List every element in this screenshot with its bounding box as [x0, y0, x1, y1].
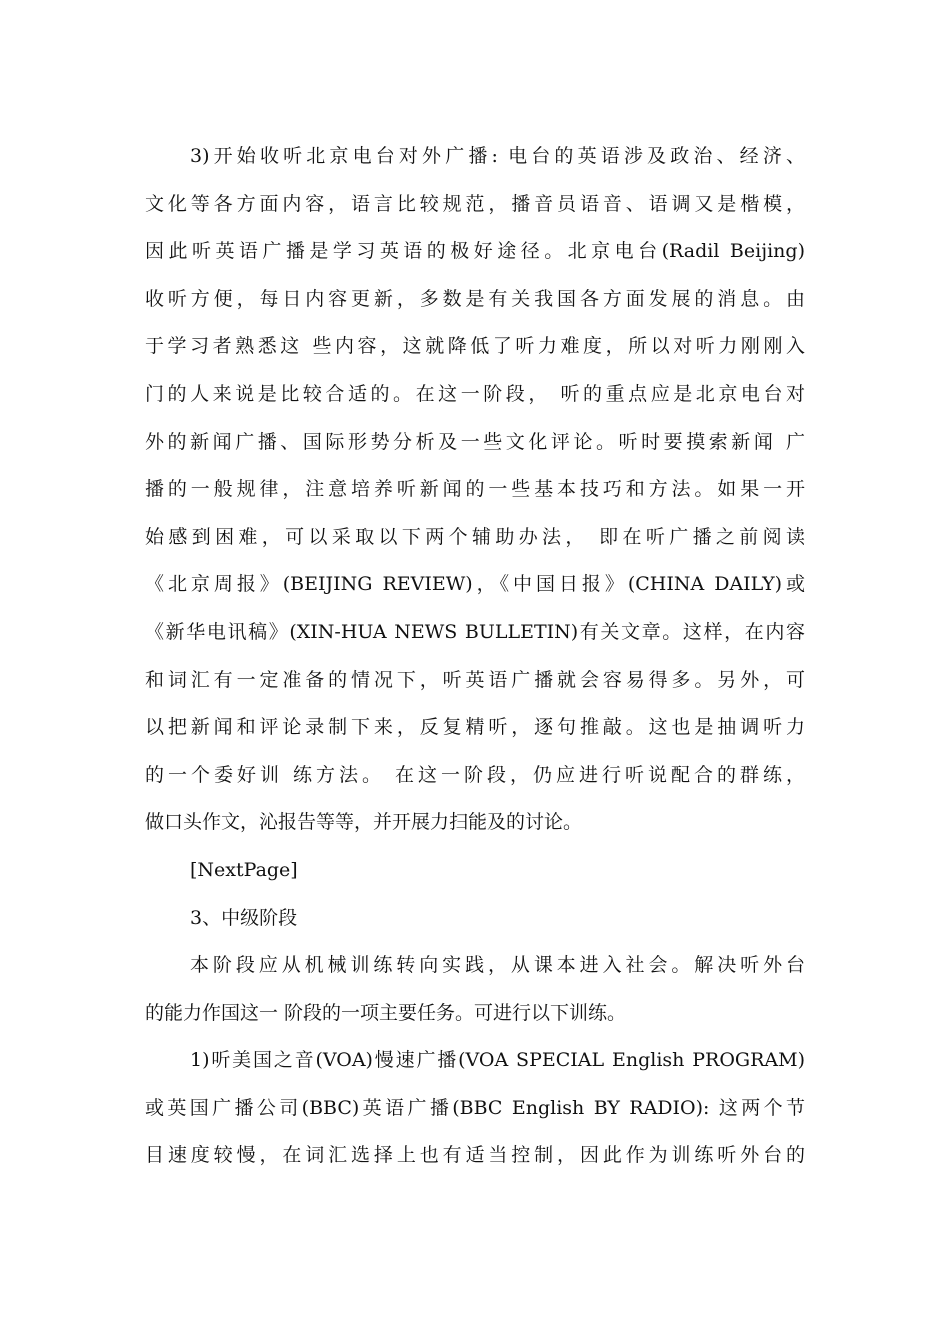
text-line: 《新华电讯稿》(XIN-HUA NEWS BULLETIN)有关文章。这样，在内容: [145, 620, 805, 643]
text-line: 门的人来说是比较合适的。在这一阶段， 听的重点应是北京电台对: [145, 382, 805, 405]
text-line: 以把新闻和评论录制下来，反复精听，逐句推敲。这也是抽调听力: [145, 716, 805, 739]
page-break-marker: [NextPage]: [190, 858, 298, 881]
text-line: 的一个委好训 练方法。 在这一阶段，仍应进行听说配合的群练，: [145, 763, 805, 786]
text-line: 或英国广播公司(BBC)英语广播(BBC English BY RADIO): 这两个节: [145, 1096, 805, 1119]
text-line: 本阶段应从机械训练转向实践，从课本进入社会。解决听外台: [190, 954, 805, 977]
text-line: 始感到困难，可以采取以下两个辅助办法， 即在听广播之前阅读: [145, 525, 805, 548]
text-line: 外的新闻广播、国际形势分析及一些文化评论。听时要摸索新闻 广: [145, 430, 805, 453]
document-body: [145, 133, 805, 1180]
text-line: 播的一般规律，注意培养听新闻的一些基本技巧和方法。如果一开: [145, 478, 805, 501]
text-line: 做口头作文，沁报告等等，并开展力扫能及的讨论。: [145, 811, 583, 834]
text-line: 文化等各方面内容，语言比较规范，播音员语音、语调又是楷模，: [145, 192, 805, 215]
text-line: 1)听美国之音(VOA)慢速广播(VOA SPECIAL English PROGRAM): [190, 1049, 805, 1072]
text-line: 于学习者熟悉这 些内容，这就降低了听力难度，所以对听力刚刚入: [145, 335, 805, 358]
text-line: 收听方便，每日内容更新，多数是有关我国各方面发展的消息。由: [145, 287, 805, 310]
text-line: 目速度较慢，在词汇选择上也有适当控制，因此作为训练听外台的: [145, 1144, 805, 1167]
text-line: 《北京周报》(BEIJING REVIEW)，《中国日报》(CHINA DAILY)或: [145, 573, 805, 596]
text-line: 3)开始收听北京电台对外广播: 电台的英语涉及政治、经济、: [190, 145, 805, 167]
section-heading: 3、中级阶段: [190, 906, 298, 929]
text-line: 和词汇有一定准备的情况下，听英语广播就会容易得多。另外，可: [145, 668, 805, 691]
text-line: 的能力作国这一 阶段的一项主要任务。可进行以下训练。: [145, 1001, 627, 1024]
text-line: 因此听英语广播是学习英语的极好途径。北京电台(Radil Beijing): [145, 240, 805, 263]
